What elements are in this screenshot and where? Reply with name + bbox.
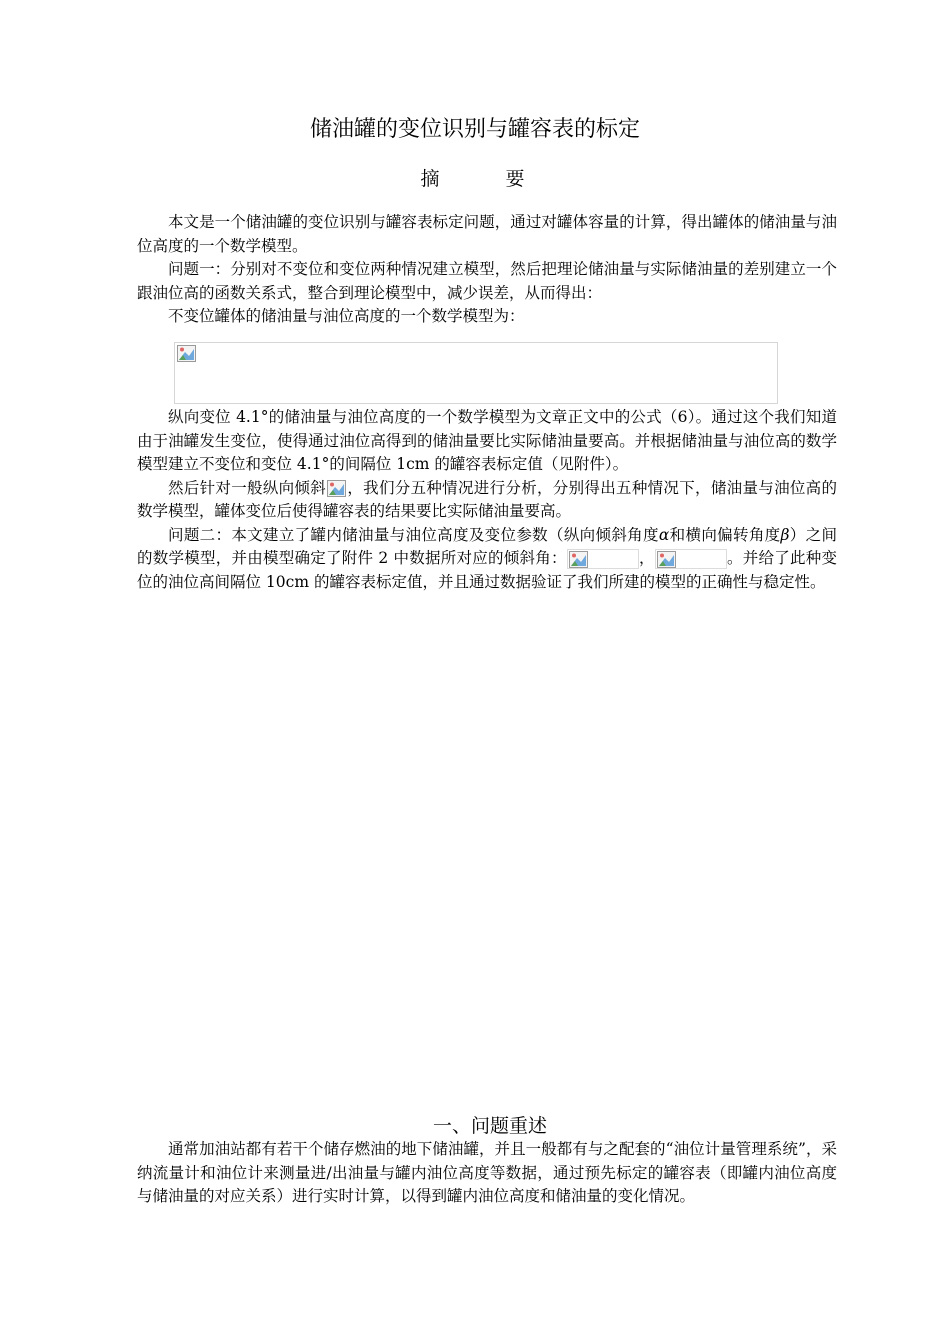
p6-text-a: 问题二：本文建立了罐内储油量与油位高度及变位参数（纵向倾斜角度 — [168, 525, 659, 544]
p5-text-a: 然后针对一般纵向倾斜 — [168, 478, 327, 497]
abstract-body — [137, 211, 837, 329]
formula-image-frame — [174, 342, 778, 404]
broken-image-icon — [569, 551, 588, 568]
p6-separator: ， — [638, 549, 655, 567]
alpha-value-image — [567, 549, 639, 569]
p6-text-c: ）之间的数学模型，并由模型确定了附件 2 中数据所对应的倾斜角： — [137, 525, 837, 567]
abstract-paragraph-6 — [137, 524, 837, 595]
abstract-paragraph-3: 不变位罐体的储油量与油位高度的一个数学模型为： — [168, 307, 525, 325]
abstract-body-continued — [137, 406, 837, 594]
beta-value-image — [655, 549, 727, 569]
broken-image-icon — [177, 345, 196, 362]
beta-symbol: β — [780, 525, 790, 544]
abstract-heading: 摘 要 — [420, 168, 555, 190]
abstract-paragraph-2: 问题一：分别对不变位和变位两种情况建立模型，然后把理论储油量与实际储油量的差别建立一个跟油位高的函数关系式，整合到理论模型中，减少误差，从而得出： — [137, 260, 837, 302]
section-1-paragraph-1: 通常加油站都有若干个储存燃油的地下储油罐，并且一般都有与之配套的“油位计量管理系统”，采纳流量计和油位计来测量进/出油量与罐内油位高度等数据，通过预先标定的罐容表（即罐内油位高度与储油量的对应关系）进行实时计算，以得到罐内油位高度和储油量的变化情况。 — [137, 1140, 837, 1205]
p6-text-d: 。并给了此种变位的油位高间隔位 10cm 的罐容表标定值，并且通过数据验证了我们所建的模型的正确性与稳定性。 — [137, 549, 837, 591]
abstract-paragraph-5 — [137, 477, 837, 524]
p6-text-b: 和横向偏转角度 — [669, 525, 781, 544]
paper-title: 储油罐的变位识别与罐容表的标定 — [309, 117, 640, 142]
p5-text-b: ，我们分五种情况进行分析，分别得出五种情况下，储油量与油位高的数学模型，罐体变位后使得罐容表的结果要比实际储油量要高。 — [137, 478, 837, 520]
abstract-paragraph-1: 本文是一个储油罐的变位识别与罐容表标定问题，通过对罐体容量的计算，得出罐体的储油量与油位高度的一个数学模型。 — [137, 213, 837, 255]
alpha-symbol: α — [658, 525, 670, 544]
section-1-body — [137, 1138, 837, 1209]
broken-image-icon — [327, 480, 346, 497]
abstract-paragraph-4: 纵向变位 4.1°的储油量与油位高度的一个数学模型为文章正文中的公式（6）。通过这个我们知道由于油罐发生变位，使得通过油位高得到的储油量要比实际储油量要高。并根据储油量与油位高的数学模型建立不变位和变位 4.1°的间隔位 1cm 的罐容表标定值（见附件）。 — [137, 408, 837, 473]
broken-image-icon — [657, 551, 676, 568]
section-heading-problem-restatement: 一、问题重述 — [432, 1115, 547, 1137]
